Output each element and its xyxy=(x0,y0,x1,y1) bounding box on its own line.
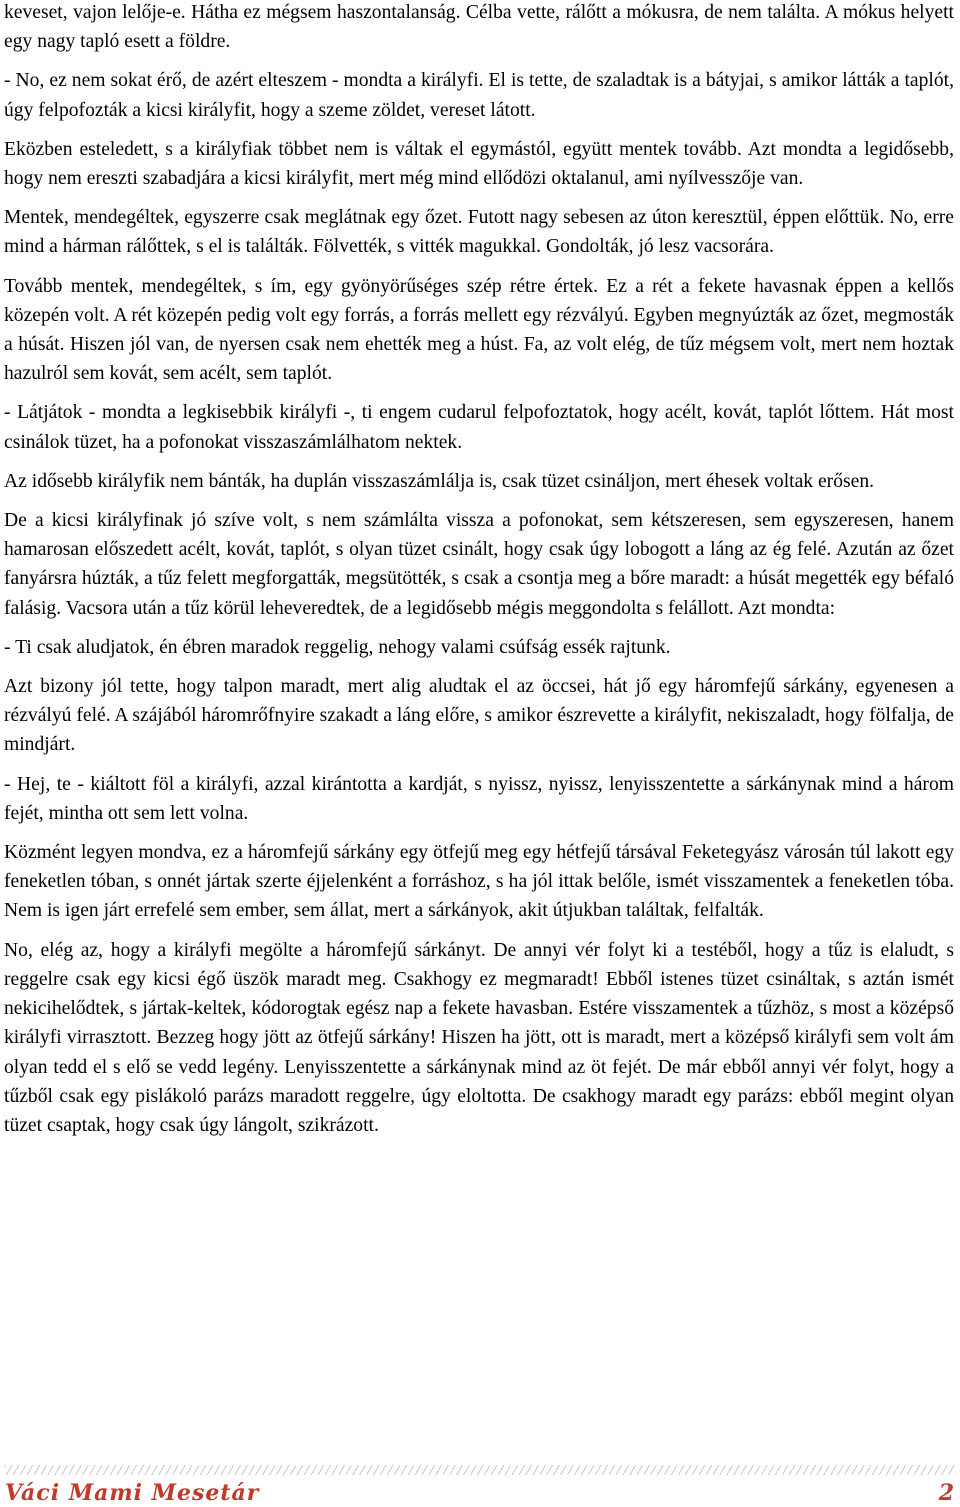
page-number: 2 xyxy=(938,1480,954,1506)
paragraph: - Hej, te - kiáltott föl a királyfi, azzal kirántotta a kardját, s nyissz, nyissz, lenyisszentette a sárkánynak mind a három fejét, mintha ott sem lett volna. xyxy=(4,773,954,824)
footer-title: Váci Mami Mesetár xyxy=(5,1480,260,1506)
paragraph: Azt bizony jól tette, hogy talpon maradt, mert alig aludtak el az öccsei, hát jő egy háromfejű sárkány, egyenesen a rézvályú felé. A szájából háromrőfnyire szakadt a láng előre, s amikor észrevette a királyfit, nekiszaladt, hogy fölfalja, de mindjárt. xyxy=(4,676,954,756)
paragraph: Eközben esteledett, s a királyfiak többet nem is váltak el egymástól, együtt mentek tovább. Azt mondta a legidősebb, hogy nem ereszti szabadjára a kicsi királyfit, mert még mind ellődözi oktalanul, ami nyílvesszője van. xyxy=(4,138,954,190)
paragraph: De a kicsi királyfinak jó szíve volt, s nem számlálta vissza a pofonokat, sem kétszeresen, sem egyszeresen, hanem hamarosan előszedett acélt, kovát, taplót, s olyan tüzet csinált, hogy csak úgy lobogott a láng az ég felé. Azután az őzet fanyársra húzták, a tűz felett megforgatták, megsütötték, s csak a csontja meg a bőre maradt: a húsát megették egy béfaló falásig. Vacsora után a tűz körül leheveredtek, de a legidősebb mégis meggondolta s felállott. Azt mondta: xyxy=(4,510,954,619)
paragraph: Közmént legyen mondva, ez a háromfejű sárkány egy ötfejű meg egy hétfejű társával Feketegyász városán túl lakott egy feneketlen tóban, s onnét jártak szerte éjjelenként a forráshoz, s ha jól ittak belőle, ismét visszamentek a feneketlen tóba. Nem is igen járt errefelé sem ember, sem állat, mert a sárkányok, akit útjukban találtak, felfalták. xyxy=(4,842,954,922)
footer-divider xyxy=(4,1465,956,1475)
paragraph: Mentek, mendegéltek, egyszerre csak meglátnak egy őzet. Futott nagy sebesen az úton keresztül, éppen előttük. No, erre mind a hárman rálőttek, s el is találták. Fölvették, s vitték magukkal. Gondolták, jó lesz vacsorára. xyxy=(4,207,954,258)
paragraph: - No, ez nem sokat érő, de azért elteszem - mondta a királyfi. El is tette, de szaladtak is a bátyjai, s amikor látták a taplót, úgy felpofozták a kicsi királyfit, hogy a szeme zöldet, vereset látott. xyxy=(4,70,954,121)
paragraph: - Ti csak aludjatok, én ébren maradok reggelig, nehogy valami csúfság essék rajtunk. xyxy=(4,636,671,658)
paragraph: No, elég az, hogy a királyfi megölte a háromfejű sárkányt. De annyi vér folyt ki a testéből, hogy a tűz is elaludt, s reggelre csak egy kicsi égő üszök maradt meg. Csakhogy ez megmaradt! Ebből istenes tüzet csináltak, s aztán ismét nekicihelődtek, s jártak-keltek, kódorogtak egész nap a fekete havasban. Estére visszamentek a tűzhöz, s most a középső királyfi virrasztott. Bezzeg hogy jött az ötfejű sárkány! Hiszen ha jött, ott is maradt, mert a középső királyfi sem volt ám olyan tedd el s elő se vedd legény. Lenyisszentette a sárkánynak mind az öt fejét. De már ebből annyi vér folyt, hogy a tűzből csak egy pislákoló parázs maradott reggelre, úgy eloltotta. De csakhogy maradt egy parázs: ebből megint olyan tüzet csaptak, hogy csak úgy lángolt, szikrázott. xyxy=(4,939,954,1136)
paragraph: Tovább mentek, mendegéltek, s ím, egy gyönyörűséges szép rétre értek. Ez a rét a fekete havasnak éppen a kellős közepén volt. A rét közepén pedig volt egy forrás, a forrás mellett egy rézvályú. Egyben megnyúzták az őzet, megmosták a húsát. Hiszen jól van, de nyersen csak nem ehették meg a húst. Fa, az volt elég, de tűz mégsem volt, mert nem hoztak hazulról sem kovát, sem acélt, sem taplót. xyxy=(4,275,954,385)
paragraph: - Látjátok - mondta a legkisebbik királyfi -, ti engem cudarul felpofoztatok, hogy acélt, kovát, taplót lőttem. Hát most csinálok tüzet, ha a pofonokat visszaszámlálhatom nektek. xyxy=(4,402,954,453)
story-text xyxy=(4,0,954,1150)
paragraph: Az idősebb királyfik nem bánták, ha duplán visszaszámlálja is, csak tüzet csináljon, mert éhesek voltak erősen. xyxy=(4,470,875,492)
paragraph: keveset, vajon lelője-e. Hátha ez mégsem haszontalanság. Célba vette, rálőtt a mókusra, de nem találta. A mókus helyett egy nagy tapló esett a földre. xyxy=(4,2,954,53)
